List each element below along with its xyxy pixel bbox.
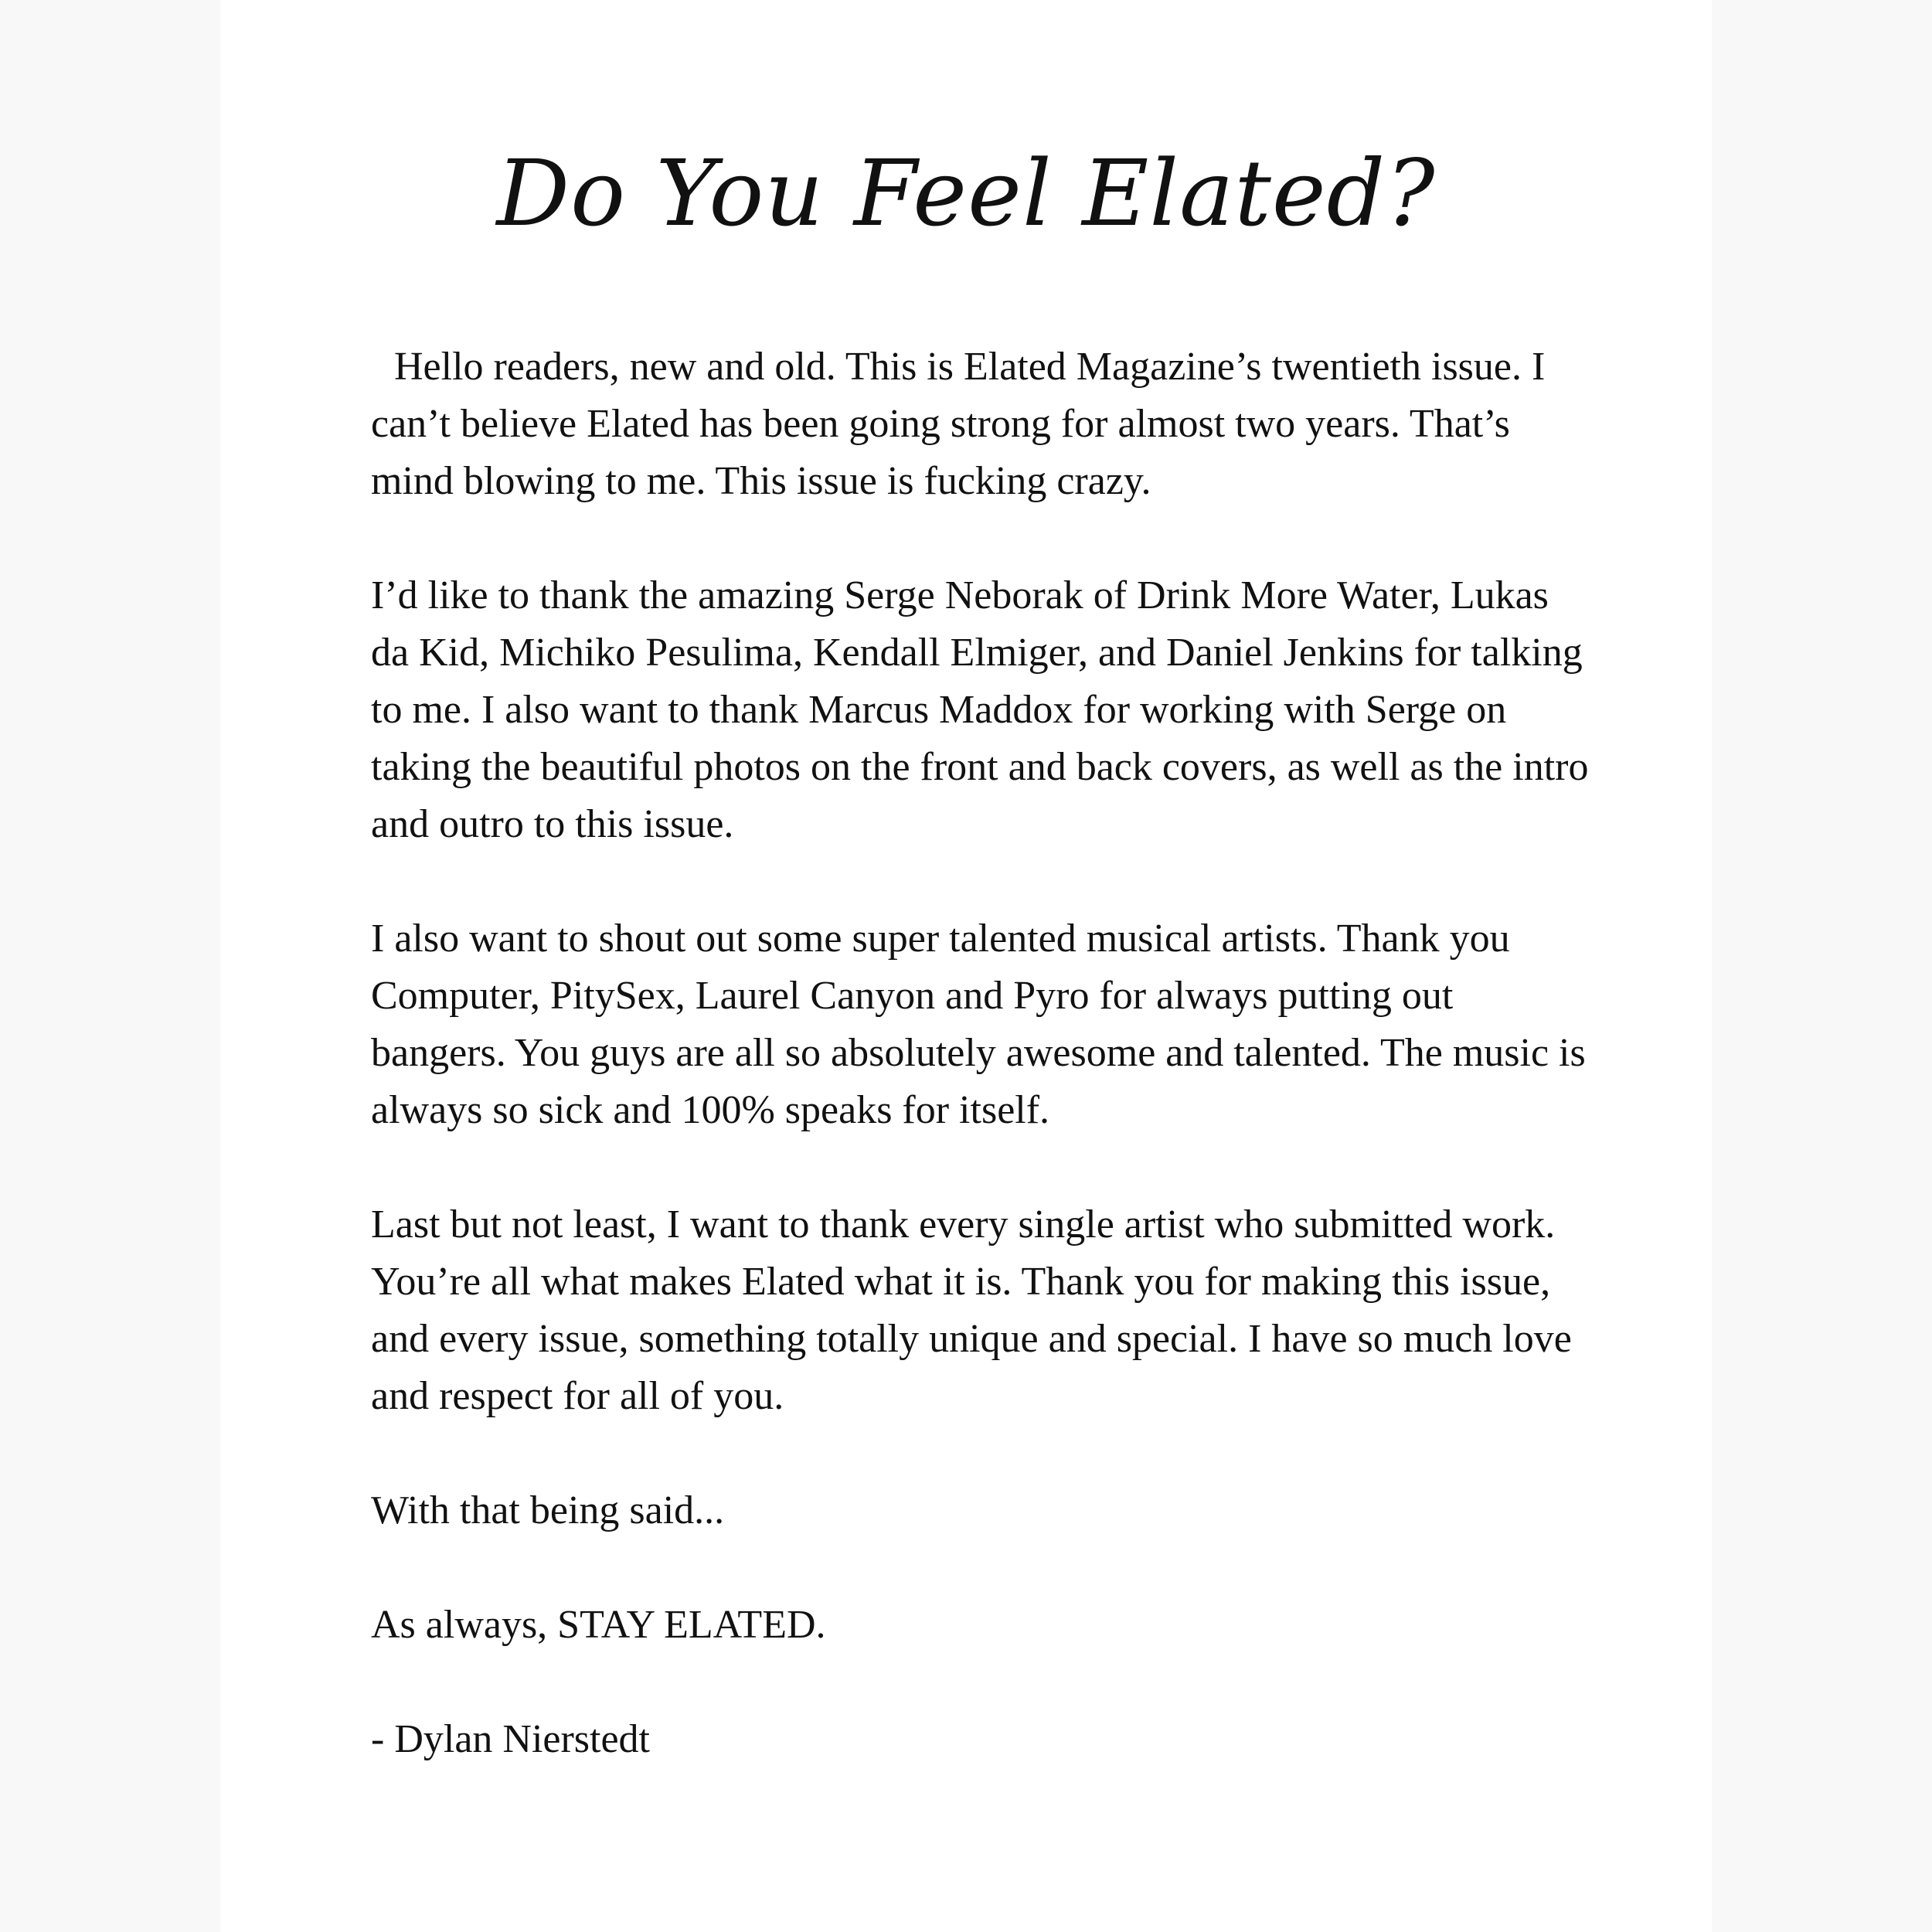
sign-off-line: As always, STAY ELATED. <box>371 1603 826 1647</box>
thanks-interviewees-paragraph: I’d like to thank the amazing Serge Neborak of Drink More Water, Lukas da Kid, Michiko Pesulima, Kendall Elmiger, and Daniel Jenkins for talking to me. I also want to thank Marcus Maddox for working with Serge on taking the beautiful photos on the front and back covers, as well as the intro and outro to this issue. <box>371 573 1589 846</box>
closing-line: With that being said... <box>371 1488 725 1532</box>
right-margin <box>1712 0 1932 1932</box>
magazine-page <box>220 0 1712 1932</box>
letter-body <box>371 338 1592 1825</box>
thanks-artists-paragraph: Last but not least, I want to thank every single artist who submitted work. You’re all what makes Elated what it is. Thank you for making this issue, and every issue, something totally unique and special. I have so much love and respect for all of you. <box>371 1202 1572 1418</box>
author-signature: - Dylan Nierstedt <box>371 1717 651 1761</box>
thanks-musicians-paragraph: I also want to shout out some super talented musical artists. Thank you Computer, PitySex, Laurel Canyon and Pyro for always putting out bangers. You guys are all so absolutely awesome and talented. The music is always so sick and 100% speaks for itself. <box>371 917 1586 1132</box>
intro-paragraph: Hello readers, new and old. This is Elated Magazine’s twentieth issue. I can’t believe Elated has been going strong for almost two years. That’s mind blowing to me. This issue is fucking crazy. <box>371 345 1546 503</box>
page-title: Do You Feel Elated? <box>496 140 1436 247</box>
left-margin <box>0 0 220 1932</box>
